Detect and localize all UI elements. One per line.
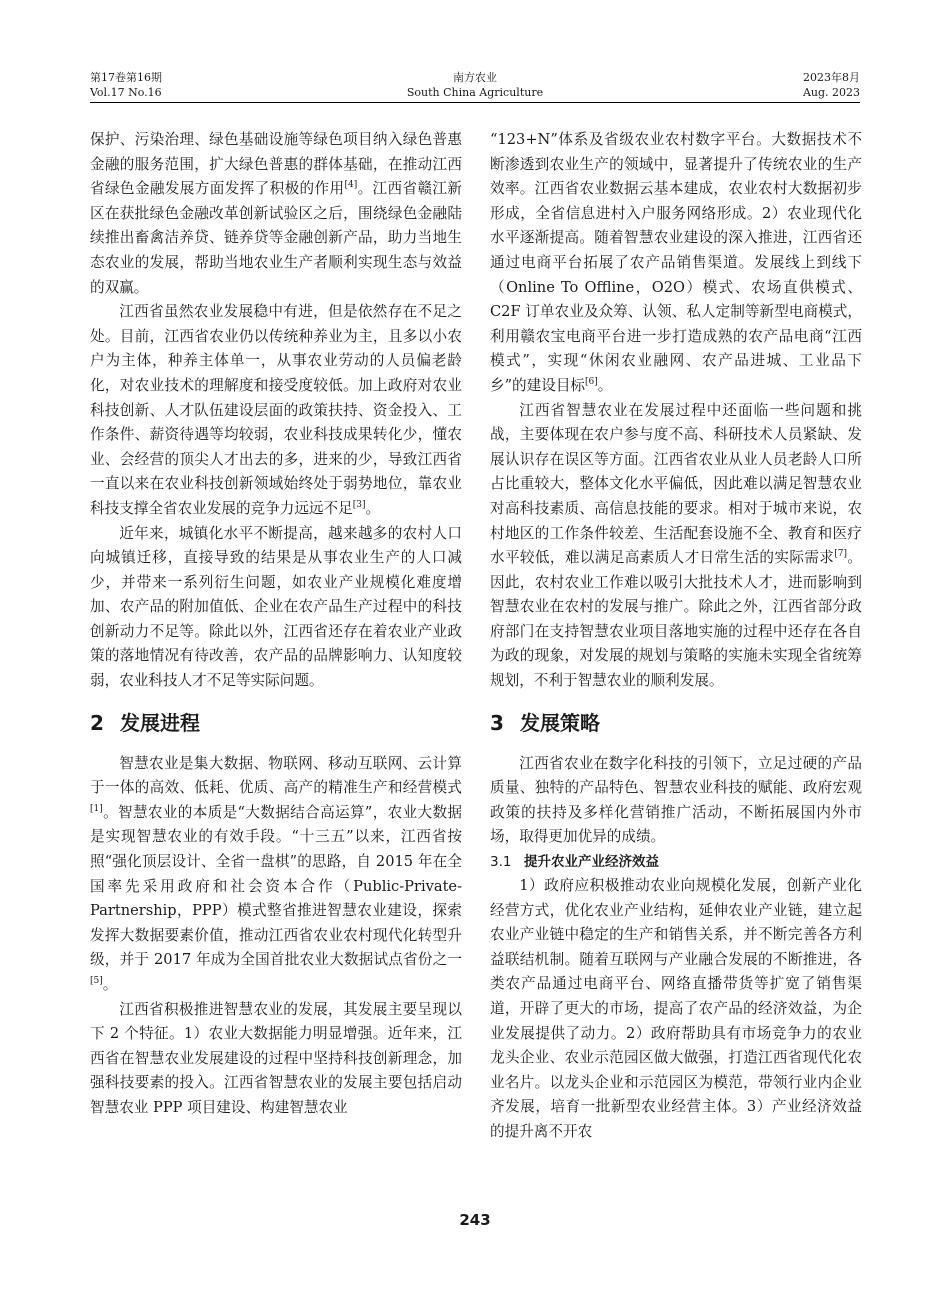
- paragraph-text: 。: [597, 376, 613, 394]
- paragraph: [90, 128, 462, 300]
- running-header: [90, 70, 860, 102]
- paragraph-text: 。因此，农村农业工作难以吸引大批技术人才，进而影响到智慧农业在农村的发展与推广。除此之外，江西省部分政府部门在支持智慧农业项目落地实施的过程中还存在各自为政的现象，对发展的规划与策略的实施未实现全省统筹规划，不利于智慧农业的顺利发展。: [490, 549, 862, 690]
- subsection-title: 提升农业产业经济效益: [524, 854, 659, 871]
- section-heading: [90, 710, 462, 736]
- subsection-heading: [490, 850, 862, 874]
- issue-date-cn: 2023年8月: [803, 71, 860, 84]
- paragraph: [490, 128, 862, 399]
- issue-date-en: Aug. 2023: [802, 86, 860, 99]
- paragraph-text: 。智慧农业的本质是“大数据结合高运算”，农业大数据是实现智慧农业的有效手段。“十三五”以来，江西省按照“强化顶层设计、全省一盘棋”的思路，自 2015 年在全国率先采用政府和社会资本合作（Public-Private-Partnership，PPP）模式整省推进智慧农业建设，探索发挥大数据要素价值，推动江西省农业农村现代化转型升级，并于 2017 年成为全国首批农业大数据试点省份之一: [90, 803, 462, 969]
- paragraph: 1）政府应积极推动农业向规模化发展，创新产业化经营方式，优化农业产业结构，延伸农业产业链，建立起农业产业链中稳定的生产和销售关系，并不断完善各方利益联结机制。随着互联网与产业融合发展的不断推进，各类农产品通过电商平台、网络直播带货等扩宽了销售渠道，开辟了更大的市场，提高了农产品的经济效益，为企业发展提供了动力。2）政府帮助具有市场竞争力的农业龙头企业、农业示范园区做大做强，打造江西省现代化农业名片。以龙头企业和示范园区为模范，带领行业内企业齐发展，培育一批新型农业经营主体。3）产业经济效益的提升离不开农: [490, 877, 862, 1140]
- section-title: 发展进程: [120, 710, 200, 735]
- paragraph: [90, 300, 462, 521]
- paragraph: [490, 399, 862, 694]
- volume-issue-en: Vol.17 No.16: [90, 86, 162, 99]
- header-rule: [90, 102, 860, 103]
- citation: [5]: [90, 976, 103, 986]
- citation: [3]: [352, 499, 366, 510]
- right-column: [490, 128, 862, 1145]
- section-number: 3: [490, 710, 504, 735]
- section-heading: [490, 710, 862, 736]
- paragraph-text: 。: [102, 976, 118, 993]
- left-column: [90, 128, 462, 1121]
- paragraph-text: 保护、污染治理、绿色基础设施等绿色项目纳入绿色普惠金融的服务范围，扩大绿色普惠的群体基础，在推动江西省绿色金融发展方面发挥了积极的作用: [90, 131, 462, 198]
- paragraph: 江西省积极推进智慧农业的发展，其发展主要呈现以下 2 个特征。1）农业大数据能力明显增强。近年来，江西省在智慧农业发展建设的过程中坚持科技创新理念，加强科技要素的投入。江西省智慧农业的发展主要包括启动智慧农业 PPP 项目建设、构建智慧农业: [90, 1000, 462, 1116]
- issue-date: [803, 70, 860, 100]
- journal-name-en: South China Agriculture: [406, 86, 544, 99]
- volume-issue-cn: 第17卷第16期: [90, 71, 162, 84]
- page-number: 243: [459, 1211, 491, 1229]
- citation: [4]: [344, 180, 358, 191]
- journal-name-cn: 南方农业: [453, 71, 497, 84]
- paragraph: 江西省农业在数字化科技的引领下，立足过硬的产品质量、独特的产品特色、智慧农业科技的赋能、政府宏观政策的扶持及多样化营销推广活动，不断拓展国内外市场，取得更加优异的成绩。: [490, 754, 862, 846]
- section-title: 发展策略: [520, 710, 600, 735]
- citation: [7]: [834, 549, 848, 560]
- paragraph-text: 江西省虽然农业发展稳中有进，但是依然存在不足之处。目前，江西省农业仍以传统种养业为主，且多以小农户为主体，种养主体单一，从事农业劳动的人员偏老龄化，对农业技术的理解度和接受度较低。加上政府对农业科技创新、人才队伍建设层面的政策扶持、资金投入、工作条件、薪资待遇等均较弱，农业科技成果转化少，懂农业、会经营的顶尖人才出去的多，进来的少，导致江西省一直以来在农业科技创新领域始终处于弱势地位，靠农业科技支撑全省农业发展的竞争力远远不足: [90, 303, 462, 517]
- paragraph: [90, 752, 462, 998]
- paragraph-text: “123+N”体系及省级农业农村数字平台。大数据技术不断渗透到农业生产的领域中，显著提升了传统农业的生产效率。江西省农业数据云基本建成，农业农村大数据初步形成，全省信息进村入户服务网络形成。2）农业现代化水平逐渐提高。随着智慧农业建设的深入推进，江西省还通过电商平台拓展了农产品销售渠道。发展线上到线下（Online To Offline，O2O）模式、农场直供模式、C2F 订单农业及众筹、认领、私人定制等新型电商模式，利用赣农宝电商平台进一步打造成熟的农产品电商“江西模式”，实现“休闲农业融网、农产品进城、工业品下乡”的建设目标: [490, 131, 862, 394]
- paragraph-text: 。: [365, 499, 381, 517]
- paragraph-text: 智慧农业是集大数据、物联网、移动互联网、云计算于一体的高效、低耗、优质、高产的精准生产和经营模式: [90, 754, 462, 797]
- journal-name: [90, 70, 860, 100]
- citation: [1]: [90, 803, 103, 814]
- paragraph-text: 。江西省赣江新区在获批绿色金融改革创新试验区之后，围绕绿色金融陆续推出畜禽洁养贷、链养贷等金融创新产品，助力当地生态农业的发展，帮助当地农业生产者顺利实现生态与效益的双赢。: [90, 180, 462, 296]
- subsection-number: 3.1: [490, 854, 512, 871]
- paragraph: 近年来，城镇化水平不断提高，越来越多的农村人口向城镇迁移，直接导致的结果是从事农业生产的人口减少，并带来一系列衍生问题，如农业产业规模化难度增加、农产品的附加值低、企业在农产品生产过程中的科技创新动力不足等。除此以外，江西省还存在着农业产业政策的落地情况有待改善，农产品的品牌影响力、认知度较弱，农业科技人才不足等实际问题。: [90, 524, 462, 690]
- section-number: 2: [90, 710, 104, 735]
- citation: [6]: [585, 376, 598, 387]
- paragraph-text: 江西省智慧农业在发展过程中还面临一些问题和挑战，主要体现在农户参与度不高、科研技术人员紧缺、发展认识存在误区等方面。江西省农业从业人员老龄人口所占比重较大，整体文化水平偏低，因此难以满足智慧农业对高科技素质、高信息技能的要求。相对于城市来说，农村地区的工作条件较差、生活配套设施不全、教育和医疗水平较低，难以满足高素质人才日常生活的实际需求: [490, 401, 862, 567]
